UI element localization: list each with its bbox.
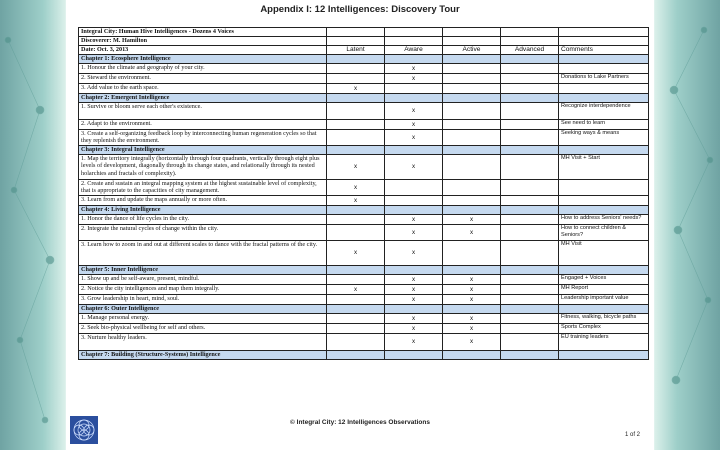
chapter-title: Chapter 4: Living Intelligence: [79, 205, 327, 214]
latent-mark: x: [327, 284, 385, 294]
item-text: 2. Create and sustain an integral mapping system at the highest sustainable level of complexity, that is appropriate to the capacities of city management.: [79, 180, 327, 196]
chapter-title: Chapter 3: Integral Intelligence: [79, 146, 327, 155]
active-mark: x: [443, 333, 501, 350]
item-text: 2. Steward the environment.: [79, 74, 327, 84]
item-row: [79, 323, 649, 333]
item-text: 1. Show up and be self-aware, present, mindful.: [79, 274, 327, 284]
aware-mark: x: [385, 155, 443, 180]
chapter-title: Chapter 2: Emergent Intelligence: [79, 94, 327, 103]
item-text: 3. Create a self-organizing feedback loop by interconnecting human regeneration cycles so that they replenish the environment.: [79, 130, 327, 146]
comment-text: [559, 195, 649, 205]
latent-mark: x: [327, 155, 385, 180]
document-title: Appendix I: 12 Intelligences: Discovery Tour: [260, 4, 460, 15]
aware-mark: x: [385, 313, 443, 323]
aware-mark: x: [385, 120, 443, 130]
latent-mark: [327, 224, 385, 240]
chapter-row: [79, 146, 649, 155]
item-row: [79, 240, 649, 265]
active-mark: x: [443, 323, 501, 333]
footer-text: © Integral City: 12 Intelligences Observations: [290, 419, 430, 426]
latent-mark: [327, 333, 385, 350]
comment-text: Sports Complex: [559, 323, 649, 333]
item-text: 2. Integrate the natural cycles of change within the city.: [79, 224, 327, 240]
comment-text: MH Report: [559, 284, 649, 294]
item-text: 2. Seek bio-physical wellbeing for self and others.: [79, 323, 327, 333]
comment-text: Recognize interdependence: [559, 103, 649, 120]
chapter-row: [79, 265, 649, 274]
item-row: [79, 333, 649, 350]
chapter-title: Chapter 1: Ecosphere Intelligence: [79, 55, 327, 64]
aware-mark: x: [385, 130, 443, 146]
item-text: 3. Nurture healthy leaders.: [79, 333, 327, 350]
aware-mark: x: [385, 224, 443, 240]
advanced-mark: [501, 240, 559, 265]
discovery-tour-table: [78, 27, 649, 360]
decorative-network-right: [654, 0, 720, 450]
active-mark: x: [443, 214, 501, 224]
active-mark: [443, 240, 501, 265]
aware-mark: x: [385, 333, 443, 350]
comment-text: [559, 84, 649, 94]
aware-mark: x: [385, 214, 443, 224]
latent-mark: [327, 274, 385, 284]
advanced-mark: [501, 294, 559, 304]
active-mark: [443, 195, 501, 205]
active-mark: x: [443, 274, 501, 284]
aware-mark: [385, 195, 443, 205]
comment-text: [559, 180, 649, 196]
active-mark: [443, 155, 501, 180]
latent-mark: x: [327, 84, 385, 94]
page-number: 1 of 2: [624, 432, 640, 438]
comment-text: See need to learn: [559, 120, 649, 130]
advanced-mark: [501, 284, 559, 294]
item-row: [79, 284, 649, 294]
item-text: 2. Notice the city intelligences and map them integrally.: [79, 284, 327, 294]
aware-mark: x: [385, 240, 443, 265]
comment-text: [559, 64, 649, 74]
aware-mark: x: [385, 284, 443, 294]
item-row: [79, 120, 649, 130]
item-text: 1. Manage personal energy.: [79, 313, 327, 323]
chapter-row: [79, 350, 649, 359]
chapter-row: [79, 55, 649, 64]
aware-mark: x: [385, 274, 443, 284]
chapter-title: Chapter 6: Outer Intelligence: [79, 304, 327, 313]
latent-mark: [327, 294, 385, 304]
item-row: [79, 313, 649, 323]
comment-text: MH Visit: [559, 240, 649, 265]
advanced-mark: [501, 155, 559, 180]
aware-mark: [385, 84, 443, 94]
latent-mark: x: [327, 195, 385, 205]
item-row: [79, 274, 649, 284]
advanced-mark: [501, 64, 559, 74]
advanced-mark: [501, 274, 559, 284]
item-row: [79, 103, 649, 120]
active-mark: [443, 84, 501, 94]
active-mark: [443, 64, 501, 74]
active-mark: [443, 120, 501, 130]
item-row: [79, 130, 649, 146]
latent-mark: [327, 64, 385, 74]
aware-mark: x: [385, 74, 443, 84]
active-mark: x: [443, 294, 501, 304]
decorative-network-left: [0, 0, 66, 450]
chapter-row: [79, 304, 649, 313]
aware-mark: [385, 180, 443, 196]
advanced-mark: [501, 103, 559, 120]
comment-text: MH Visit + Start: [559, 155, 649, 180]
latent-mark: x: [327, 180, 385, 196]
header-row-city: [79, 28, 649, 37]
active-mark: [443, 130, 501, 146]
latent-mark: [327, 120, 385, 130]
advanced-mark: [501, 120, 559, 130]
latent-mark: [327, 130, 385, 146]
active-mark: [443, 103, 501, 120]
advanced-mark: [501, 84, 559, 94]
header-row-discoverer: [79, 37, 649, 46]
comment-text: Engaged + Voices: [559, 274, 649, 284]
item-row: [79, 74, 649, 84]
aware-mark: x: [385, 64, 443, 74]
item-text: 3. Learn how to zoom in and out at different scales to dance with the fractal patterns of the city.: [79, 240, 327, 265]
header-city-label: Integral City: Human Hive Intelligences - Dozens 4 Voices: [79, 28, 327, 37]
active-mark: [443, 180, 501, 196]
aware-mark: x: [385, 294, 443, 304]
latent-mark: x: [327, 240, 385, 265]
chapter-title: Chapter 5: Inner Intelligence: [79, 265, 327, 274]
latent-mark: [327, 74, 385, 84]
advanced-mark: [501, 130, 559, 146]
header-date-label: Date: Oct. 3, 2013: [79, 46, 327, 55]
item-text: 1. Map the territory integrally (horizontally through four quadrants, vertically through eight plus levels of development, diagonally through its change states, and relationally through its nested holarchies and fractals of complexity).: [79, 155, 327, 180]
latent-mark: [327, 313, 385, 323]
comment-text: Seeking ways & means: [559, 130, 649, 146]
active-mark: x: [443, 313, 501, 323]
advanced-mark: [501, 224, 559, 240]
item-text: 2. Adapt to the environment.: [79, 120, 327, 130]
item-text: 1. Honor the dance of life cycles in the city.: [79, 214, 327, 224]
comment-text: Leadership important value: [559, 294, 649, 304]
item-row: [79, 224, 649, 240]
latent-mark: [327, 214, 385, 224]
item-row: [79, 294, 649, 304]
item-text: 1. Survive or bloom serve each other's existence.: [79, 103, 327, 120]
column-header-latent: Latent: [327, 46, 385, 55]
column-header-comments: Comments: [559, 46, 649, 55]
item-text: 1. Honour the climate and geography of your city.: [79, 64, 327, 74]
document-page: [66, 0, 654, 450]
item-row: [79, 180, 649, 196]
aware-mark: x: [385, 323, 443, 333]
advanced-mark: [501, 333, 559, 350]
item-row: [79, 84, 649, 94]
active-mark: x: [443, 224, 501, 240]
latent-mark: [327, 323, 385, 333]
advanced-mark: [501, 214, 559, 224]
comment-text: Donations to Lake Partners: [559, 74, 649, 84]
advanced-mark: [501, 195, 559, 205]
active-mark: [443, 74, 501, 84]
header-discoverer-label: Discoverer: M. Hamilton: [79, 37, 327, 46]
column-header-advanced: Advanced: [501, 46, 559, 55]
active-mark: x: [443, 284, 501, 294]
item-text: 3. Grow leadership in heart, mind, soul.: [79, 294, 327, 304]
chapter-row: [79, 94, 649, 103]
latent-mark: [327, 103, 385, 120]
comment-text: Fitness, walking, bicycle paths: [559, 313, 649, 323]
header-row-columns: [79, 46, 649, 55]
chapter-row: [79, 205, 649, 214]
item-row: [79, 64, 649, 74]
advanced-mark: [501, 323, 559, 333]
chapter-title: Chapter 7: Building (Structure-Systems) Intelligence: [79, 350, 327, 359]
advanced-mark: [501, 74, 559, 84]
comment-text: How to address Seniors' needs?: [559, 214, 649, 224]
column-header-active: Active: [443, 46, 501, 55]
aware-mark: x: [385, 103, 443, 120]
advanced-mark: [501, 180, 559, 196]
comment-text: EU training leaders: [559, 333, 649, 350]
item-text: 3. Add value to the earth space.: [79, 84, 327, 94]
advanced-mark: [501, 313, 559, 323]
item-text: 3. Learn from and update the maps annually or more often.: [79, 195, 327, 205]
item-row: [79, 214, 649, 224]
item-row: [79, 155, 649, 180]
column-header-aware: Aware: [385, 46, 443, 55]
comment-text: How to connect children & Seniors?: [559, 224, 649, 240]
item-row: [79, 195, 649, 205]
